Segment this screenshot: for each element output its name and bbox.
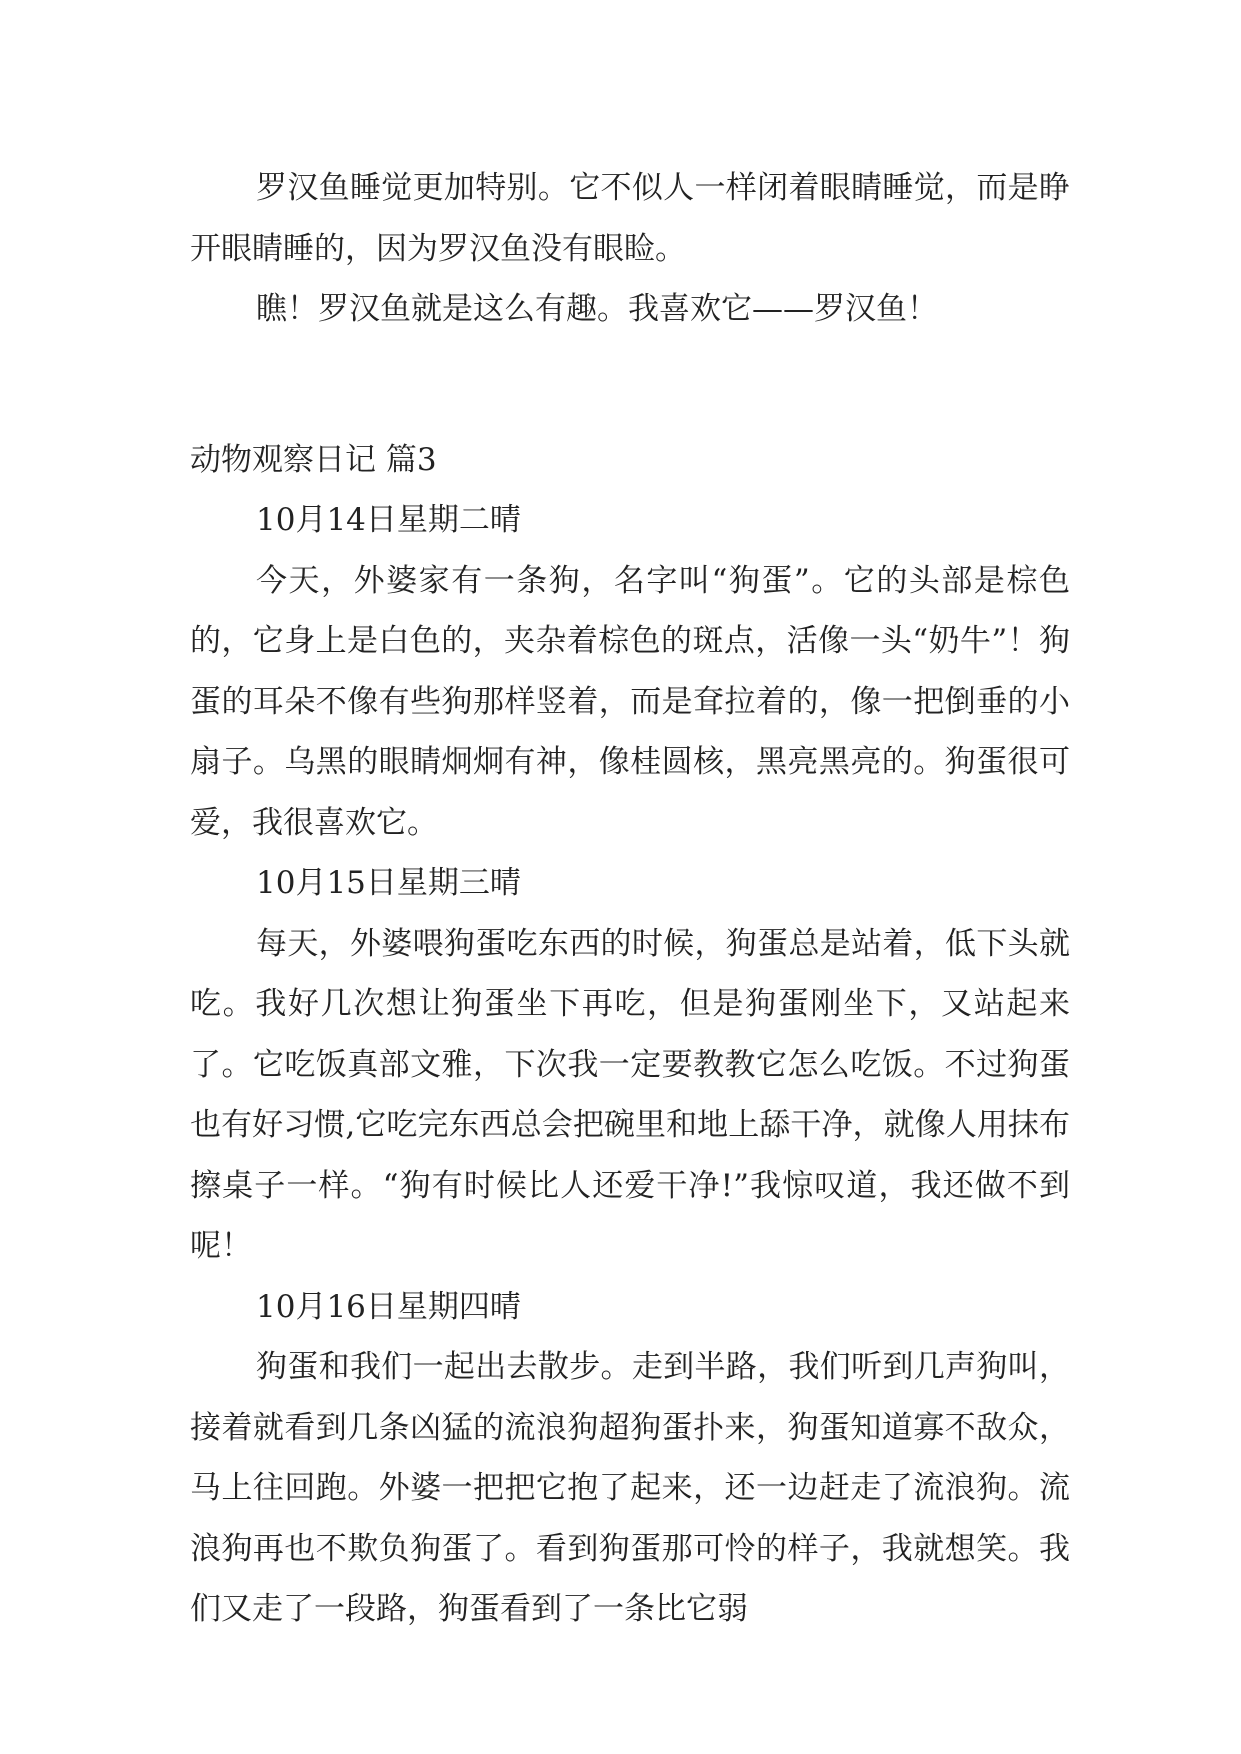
- diary-entry-2: 每天，外婆喂狗蛋吃东西的时候，狗蛋总是站着，低下头就吃。我好几次想让狗蛋坐下再吃，但是狗蛋刚坐下，又站起来了。它吃饭真部文雅，下次我一定要教教它怎么吃饭。不过狗蛋也有好习惯,它吃完东西总会把碗里和地上舔干净，就像人用抹布擦桌子一样。“狗有时候比人还爱干净!”我惊叹道，我还做不到呢！: [190, 925, 1070, 1264]
- diary-date-1: 10月14日星期二晴: [256, 502, 521, 538]
- diary-entry-3: 狗蛋和我们一起出去散步。走到半路，我们听到几声狗叫，接着就看到几条凶猛的流浪狗超狗蛋扑来，狗蛋知道寡不敌众，马上往回跑。外婆一把把它抱了起来，还一边赶走了流浪狗。流浪狗再也不欺负狗蛋了。看到狗蛋那可怜的样子，我就想笑。我们又走了一段路，狗蛋看到了一条比它弱: [190, 1349, 1070, 1627]
- diary-entry-1: 今天，外婆家有一条狗，名字叫“狗蛋”。它的头部是棕色的，它身上是白色的，夹杂着棕色的斑点，活像一头“奶牛”！狗蛋的耳朵不像有些狗那样竖着，而是耷拉着的，像一把倒垂的小扇子。乌黑的眼睛炯炯有神，像桂圆核，黑亮黑亮的。狗蛋很可爱，我很喜欢它。: [190, 562, 1070, 841]
- section-gap: [190, 340, 1070, 430]
- paragraph-sleep: 罗汉鱼睡觉更加特别。它不似人一样闭着眼睛睡觉，而是睁开眼睛睡的，因为罗汉鱼没有眼睑。: [190, 170, 1070, 267]
- paragraph-conclusion: 瞧！罗汉鱼就是这么有趣。我喜欢它——罗汉鱼！: [256, 291, 938, 327]
- diary-date-2: 10月15日星期三晴: [256, 865, 521, 901]
- section-heading: 动物观察日记 篇3: [190, 441, 437, 478]
- diary-date-3: 10月16日星期四晴: [256, 1288, 521, 1325]
- document-page: [190, 158, 1070, 1640]
